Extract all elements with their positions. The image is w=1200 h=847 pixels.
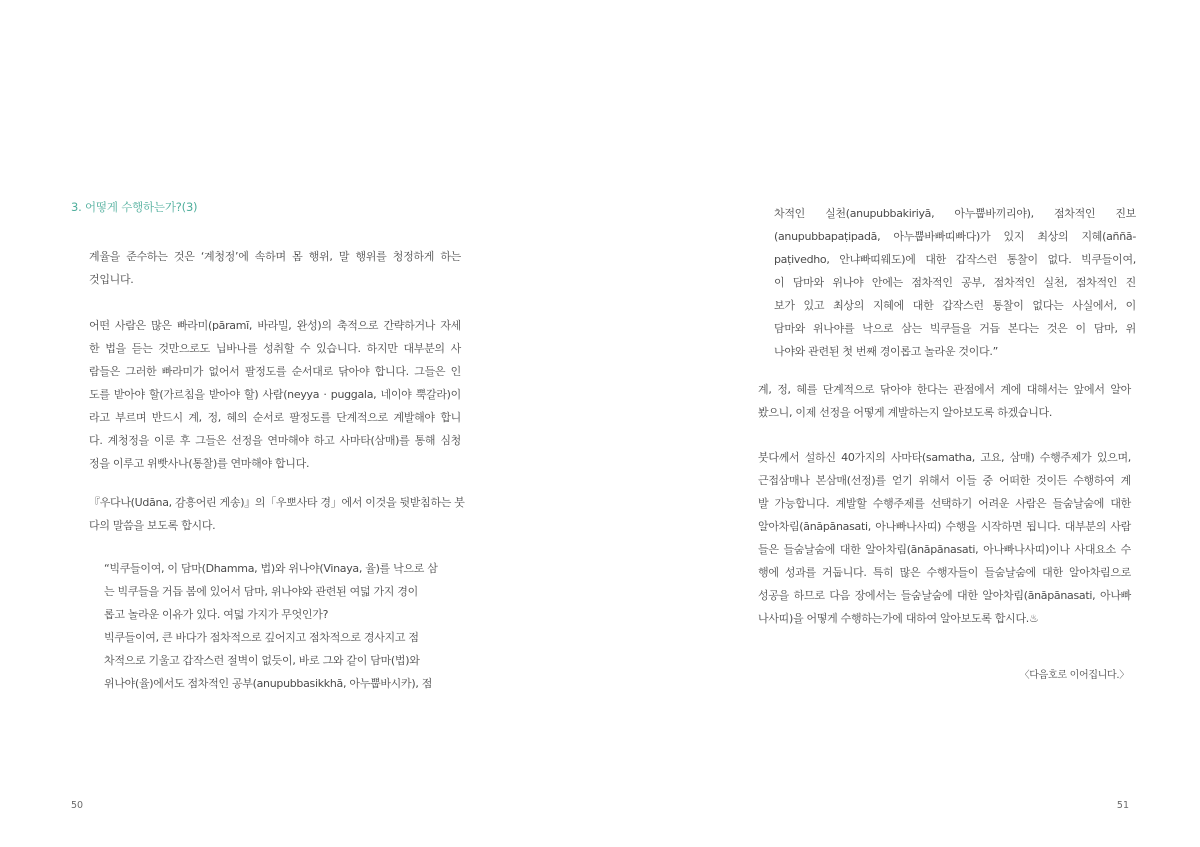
text-line: 정을 이루고 위빳사나(통찰)를 연마해야 합니다. (89, 457, 310, 470)
text-line: 라고 부르며 반드시 계, 정, 혜의 순서로 팔정도를 단계적으로 계발해야 합니 (89, 411, 461, 424)
text-line: 어떤 사람은 많은 빠라미(pāramī, 바라밀, 완성)의 축적으로 간략하거나 자세 (89, 319, 461, 332)
text-line: 는 빅쿠들을 거듭 봄에 있어서 담마, 위나야와 관련된 여덟 가지 경이 (104, 585, 418, 598)
quote-block (104, 557, 444, 695)
text-line: 다. 계청정을 이룬 후 그들은 선정을 연마해야 하고 사마타(삼매)를 통해 심청 (89, 434, 461, 447)
text-line: 것입니다. (89, 273, 134, 286)
paragraph-samatha (758, 446, 1131, 630)
text-line: 성공을 하므로 다음 장에서는 들숨날숨에 대한 알아차림(ānāpānasati, 아나빠 (758, 589, 1131, 602)
text-line: “빅쿠들이여, 이 담마(Dhamma, 법)와 위나야(Vinaya, 율)를 낙으로 삼 (104, 562, 438, 575)
text-line: 빅쿠들이여, 큰 바다가 점차적으로 깊어지고 점차적으로 경사지고 점 (104, 631, 419, 644)
text-line: 람들은 그러한 빠라미가 없어서 팔정도를 순서대로 닦아야 합니다. 그들은 인 (89, 365, 461, 378)
text-line: 차적으로 기울고 갑작스런 절벽이 없듯이, 바로 그와 같이 담마(법)와 (104, 654, 420, 667)
text-line: 보가 있고 최상의 지혜에 대한 갑작스런 통찰이 없다는 사실에서, 이 (774, 299, 1136, 312)
text-line: 알아차림(ānāpānasati, 아나빠나사띠) 수행을 시작하면 됩니다. 대부분의 사람 (758, 520, 1131, 533)
text-line: 발 가능합니다. 계발할 수행주제를 선택하기 어려운 사람은 들숨날숨에 대한 (758, 497, 1131, 510)
text-line: 계율을 준수하는 것은 ‘계청정’에 속하며 몸 행위, 말 행위를 청정하게 하는 (89, 250, 461, 263)
paragraph-precepts-summary (758, 378, 1131, 424)
text-line: 다의 말씀을 보도록 합시다. (89, 519, 216, 532)
section-title: 3. 어떻게 수행하는가?(3) (71, 200, 198, 214)
text-line: 차적인 실천(anupubbakiriyā, 아누뿝바끼리야), 점차적인 진보 (774, 207, 1136, 220)
paragraph-parami (89, 314, 461, 475)
text-line: 들은 들숨날숨에 대한 알아차림(ānāpānasati, 아나빠나사띠)이나 사대요소 수 (758, 543, 1131, 556)
text-line: 롭고 놀라운 이유가 있다. 여덟 가지가 무엇인가? (104, 608, 329, 621)
text-line: 한 법을 듣는 것만으로도 닙바나를 성취할 수 있습니다. 하지만 대부분의 사 (89, 342, 461, 355)
paragraph-udana-intro (89, 491, 465, 537)
text-line: 위나야(율)에서도 점차적인 공부(anupubbasikkhā, 아누뿝바시카), 점 (104, 677, 433, 690)
right-page (600, 0, 1200, 847)
quote-continued (774, 202, 1136, 363)
text-line: paṭivedho, 안냐빠띠웨도)에 대한 갑작스런 통찰이 없다. 빅쿠들이여, (774, 253, 1136, 266)
text-line: 『우다나(Udāna, 감흥어린 게송)』의「우뽀사타 경」에서 이것을 뒷받침하는 붓 (89, 496, 465, 509)
text-line: 봤으니, 이제 선정을 어떻게 계발하는지 알아보도록 하겠습니다. (758, 406, 1053, 419)
text-line: 행에 성과를 거둡니다. 특히 많은 수행자들이 들숨날숨에 대한 알아차림으로 (758, 566, 1131, 579)
paragraph-precepts (89, 245, 461, 291)
text-line: 이 담마와 위나야 안에는 점차적인 공부, 점차적인 실천, 점차적인 진 (774, 276, 1136, 289)
text-line: 계, 정, 혜를 단계적으로 닦아야 한다는 관점에서 계에 대해서는 앞에서 알아 (758, 383, 1131, 396)
text-line: 나사띠)을 어떻게 수행하는가에 대하여 알아보도록 합시다.♨ (758, 612, 1039, 625)
page-number-right: 51 (1116, 800, 1129, 811)
text-line: 붓다께서 설하신 40가지의 사마타(samatha, 고요, 삼매) 수행주제가 있으며, (758, 451, 1131, 464)
text-line: 도를 받아야 할(가르침을 받아야 할) 사람(neyya · puggala, 네이야 뿍갈라)이 (89, 388, 461, 401)
text-line: (anupubbapaṭipadā, 아누뿝바빠띠빠다)가 있지 최상의 지혜(aññā- (774, 230, 1136, 243)
text-line: 나야와 관련된 첫 번째 경이롭고 놀라운 것이다.” (774, 345, 998, 358)
page-number-left: 50 (71, 800, 84, 811)
continued-note: 〈다음호로 이어집니다.〉 (1019, 670, 1129, 681)
text-line: 담마와 위나야를 낙으로 삼는 빅쿠들을 거듭 본다는 것은 이 담마, 위 (774, 322, 1136, 335)
text-line: 근접삼매나 본삼매(선정)를 얻기 위해서 이들 중 어떠한 것이든 수행하여 계 (758, 474, 1131, 487)
